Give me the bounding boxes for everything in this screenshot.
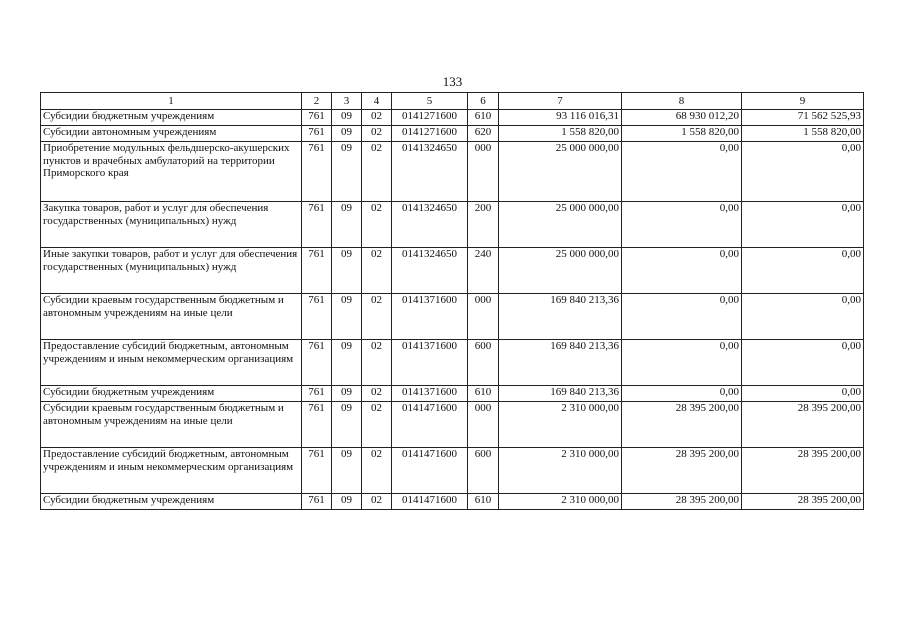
row-amount-col8: 0,00 [622,340,742,386]
header-row [41,93,864,110]
row-amount-col8: 0,00 [622,248,742,294]
table-body [41,110,864,510]
row-admin-code: 761 [302,248,332,294]
row-amount-col8: 0,00 [622,386,742,402]
row-description: Иные закупки товаров, работ и услуг для обеспечения государственных (муниципальных) нужд [41,248,302,294]
row-admin-code: 761 [302,294,332,340]
row-amount-col7: 2 310 000,00 [499,494,622,510]
row-amount-col7: 169 840 213,36 [499,294,622,340]
table-row [41,340,864,386]
row-amount-col8: 0,00 [622,294,742,340]
column-header: 8 [622,93,742,110]
row-section-code: 09 [332,126,362,142]
column-header: 6 [468,93,499,110]
column-header: 1 [41,93,302,110]
table-row [41,110,864,126]
table-row [41,386,864,402]
row-subsection-code: 02 [362,248,392,294]
row-admin-code: 761 [302,448,332,494]
row-target-code: 0141271600 [392,126,468,142]
table-row [41,402,864,448]
row-amount-col7: 25 000 000,00 [499,202,622,248]
column-header: 4 [362,93,392,110]
row-description: Закупка товаров, работ и услуг для обеспечения государственных (муниципальных) нужд [41,202,302,248]
row-section-code: 09 [332,294,362,340]
row-subsection-code: 02 [362,340,392,386]
row-amount-col9: 0,00 [742,340,864,386]
row-subsection-code: 02 [362,448,392,494]
row-description: Субсидии краевым государственным бюджетным и автономным учреждениям на иные цели [41,294,302,340]
row-expense-type: 240 [468,248,499,294]
row-target-code: 0141471600 [392,402,468,448]
row-admin-code: 761 [302,386,332,402]
row-target-code: 0141371600 [392,340,468,386]
row-expense-type: 000 [468,402,499,448]
row-amount-col7: 25 000 000,00 [499,248,622,294]
row-target-code: 0141324650 [392,248,468,294]
row-amount-col9: 28 395 200,00 [742,448,864,494]
row-subsection-code: 02 [362,494,392,510]
row-admin-code: 761 [302,142,332,202]
page-number: 133 [442,74,463,89]
row-expense-type: 610 [468,386,499,402]
row-target-code: 0141324650 [392,202,468,248]
table-row [41,142,864,202]
row-admin-code: 761 [302,340,332,386]
row-amount-col9: 1 558 820,00 [742,126,864,142]
row-subsection-code: 02 [362,386,392,402]
row-target-code: 0141471600 [392,494,468,510]
row-target-code: 0141324650 [392,142,468,202]
row-target-code: 0141371600 [392,386,468,402]
row-section-code: 09 [332,142,362,202]
row-description: Субсидии автономным учреждениям [41,126,302,142]
row-subsection-code: 02 [362,294,392,340]
row-target-code: 0141271600 [392,110,468,126]
row-expense-type: 600 [468,448,499,494]
row-amount-col7: 169 840 213,36 [499,386,622,402]
row-amount-col9: 71 562 525,93 [742,110,864,126]
row-admin-code: 761 [302,126,332,142]
row-amount-col8: 28 395 200,00 [622,448,742,494]
row-subsection-code: 02 [362,202,392,248]
table-row [41,202,864,248]
row-amount-col8: 0,00 [622,202,742,248]
row-amount-col7: 2 310 000,00 [499,448,622,494]
row-description: Субсидии бюджетным учреждениям [41,386,302,402]
row-description: Субсидии бюджетным учреждениям [41,494,302,510]
row-amount-col9: 0,00 [742,248,864,294]
row-description: Предоставление субсидий бюджетным, автономным учреждениям и иным некоммерческим организациям [41,340,302,386]
row-target-code: 0141371600 [392,294,468,340]
row-amount-col8: 0,00 [622,142,742,202]
table-row [41,294,864,340]
row-expense-type: 610 [468,494,499,510]
column-header: 3 [332,93,362,110]
row-amount-col9: 0,00 [742,202,864,248]
row-expense-type: 610 [468,110,499,126]
row-subsection-code: 02 [362,402,392,448]
row-admin-code: 761 [302,494,332,510]
row-section-code: 09 [332,202,362,248]
row-expense-type: 620 [468,126,499,142]
table-row [41,126,864,142]
row-subsection-code: 02 [362,142,392,202]
column-header: 2 [302,93,332,110]
row-amount-col7: 1 558 820,00 [499,126,622,142]
row-section-code: 09 [332,448,362,494]
column-header: 5 [392,93,468,110]
row-section-code: 09 [332,110,362,126]
row-amount-col9: 0,00 [742,142,864,202]
row-section-code: 09 [332,248,362,294]
row-amount-col8: 28 395 200,00 [622,494,742,510]
budget-table [40,92,864,510]
row-target-code: 0141471600 [392,448,468,494]
row-admin-code: 761 [302,402,332,448]
row-amount-col7: 93 116 016,31 [499,110,622,126]
row-amount-col9: 28 395 200,00 [742,494,864,510]
table-row [41,448,864,494]
row-amount-col8: 1 558 820,00 [622,126,742,142]
row-amount-col9: 28 395 200,00 [742,402,864,448]
row-expense-type: 600 [468,340,499,386]
row-section-code: 09 [332,340,362,386]
row-amount-col7: 169 840 213,36 [499,340,622,386]
row-description: Предоставление субсидий бюджетным, автономным учреждениям и иным некоммерческим организациям [41,448,302,494]
row-section-code: 09 [332,386,362,402]
row-subsection-code: 02 [362,110,392,126]
row-subsection-code: 02 [362,126,392,142]
table-row [41,494,864,510]
row-amount-col7: 25 000 000,00 [499,142,622,202]
row-description: Субсидии краевым государственным бюджетным и автономным учреждениям на иные цели [41,402,302,448]
row-section-code: 09 [332,494,362,510]
row-admin-code: 761 [302,110,332,126]
row-expense-type: 000 [468,142,499,202]
row-amount-col9: 0,00 [742,294,864,340]
table-row [41,248,864,294]
column-header: 9 [742,93,864,110]
row-description: Приобретение модульных фельдшерско-акушерских пунктов и врачебных амбулаторий на территории Приморского края [41,142,302,202]
column-header: 7 [499,93,622,110]
row-section-code: 09 [332,402,362,448]
row-amount-col7: 2 310 000,00 [499,402,622,448]
row-amount-col8: 68 930 012,20 [622,110,742,126]
row-expense-type: 000 [468,294,499,340]
row-amount-col9: 0,00 [742,386,864,402]
row-admin-code: 761 [302,202,332,248]
row-description: Субсидии бюджетным учреждениям [41,110,302,126]
row-expense-type: 200 [468,202,499,248]
row-amount-col8: 28 395 200,00 [622,402,742,448]
